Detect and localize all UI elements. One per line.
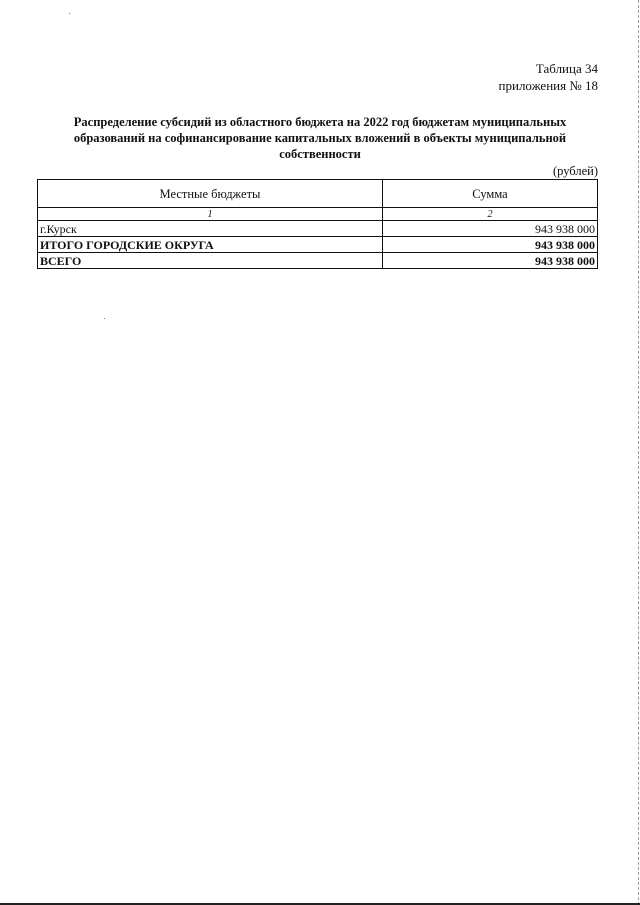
row-amount: 943 938 000: [383, 221, 598, 237]
units-label: (рублей): [552, 164, 598, 178]
column-header-budgets: Местные бюджеты: [38, 180, 383, 208]
row-name: ВСЕГО: [38, 253, 383, 269]
table-row: [38, 221, 598, 237]
row-name: г.Курск: [38, 221, 383, 237]
scan-edge-right: [637, 0, 639, 905]
column-number-1: 1: [38, 208, 383, 221]
column-header-amount: Сумма: [383, 180, 598, 208]
scan-speck: [69, 13, 70, 14]
title-line-1: Распределение субсидий из областного бюджета на 2022 год бюджетам муниципальных: [73, 115, 567, 129]
row-amount: 943 938 000: [383, 253, 598, 269]
column-number-2: 2: [383, 208, 598, 221]
subsidy-table: [37, 179, 598, 269]
row-name: ИТОГО ГОРОДСКИЕ ОКРУГА: [38, 237, 383, 253]
table-label: Таблица 34: [535, 61, 598, 76]
scan-speck: [104, 318, 105, 319]
title-line-2: образований на софинансирование капитальных вложений в объекты муниципальной: [73, 131, 567, 145]
appendix-label: приложения № 18: [498, 78, 598, 93]
document-title: [60, 114, 580, 162]
table-row-total: [38, 253, 598, 269]
row-amount: 943 938 000: [383, 237, 598, 253]
table-header-row: [38, 180, 598, 208]
table-row-subtotal: [38, 237, 598, 253]
column-number-row: [38, 208, 598, 221]
title-line-3: собственности: [279, 147, 361, 161]
table-header-caption: [499, 60, 598, 94]
